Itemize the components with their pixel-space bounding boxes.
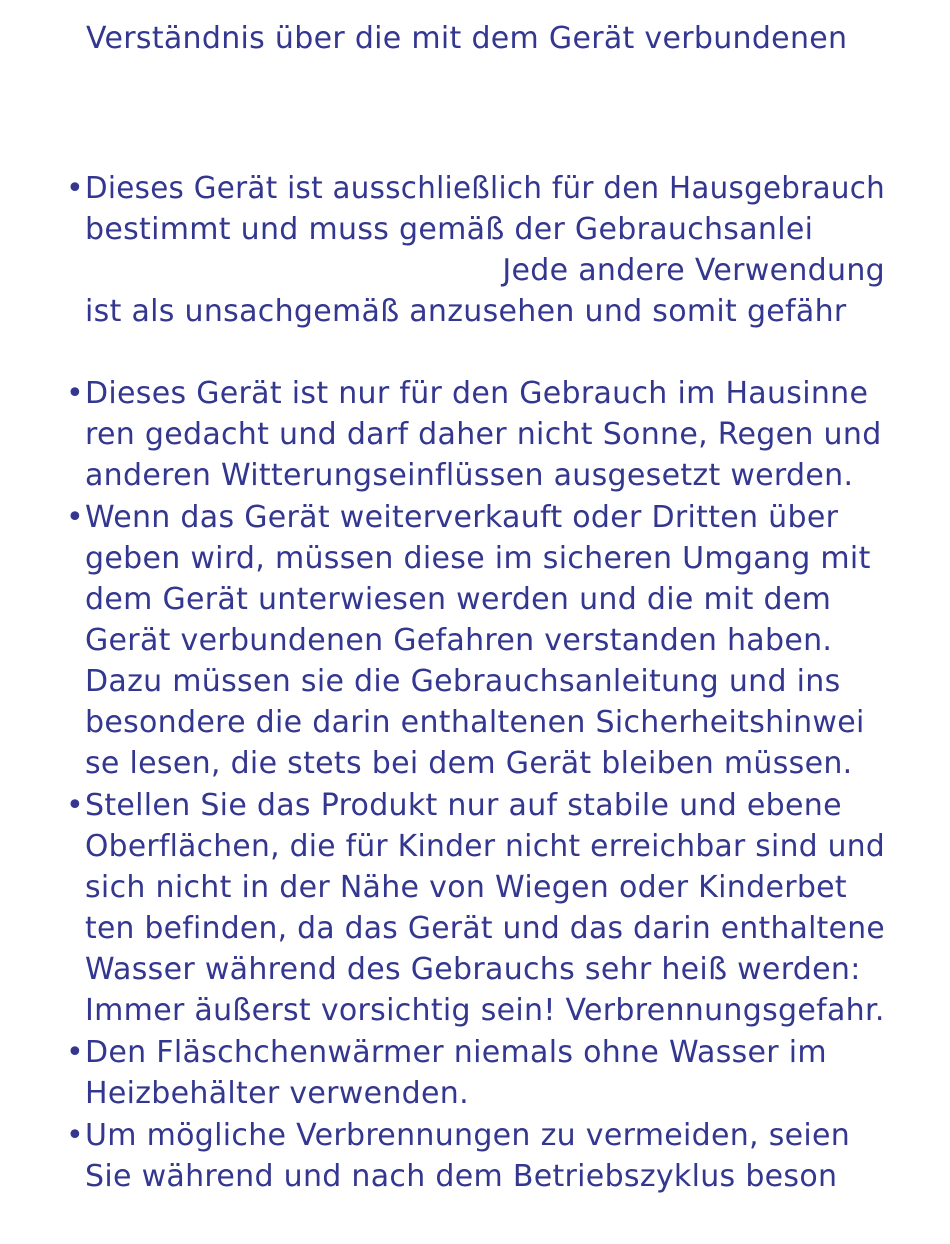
item-6-line-2: Sie während und nach dem Betriebszyklus beson [85, 1159, 838, 1194]
item-1-line-4: ist als unsachgemäß anzusehen und somit gefähr [85, 294, 847, 329]
item-1-line-2: bestimmt und muss gemäß der Gebrauchsanlei [85, 212, 814, 247]
item-5-line-1: Den Fläschchenwärmer niemals ohne Wasser im [85, 1035, 827, 1070]
item-4-line-1: Stellen Sie das Produkt nur auf stabile und ebene [85, 788, 842, 823]
item-4-line-4: ten befinden, da das Gerät und das darin enthaltene [85, 911, 885, 946]
bullet-5: • [66, 1035, 84, 1070]
item-3-line-4: Gerät verbundenen Gefahren verstanden haben. [85, 623, 833, 658]
item-2-line-2: ren gedacht und darf daher nicht Sonne, Regen und [85, 417, 882, 452]
bullet-4: • [66, 788, 84, 823]
item-3-line-2: geben wird, müssen diese im sicheren Umgang mit [85, 541, 871, 576]
bullet-1: • [66, 171, 84, 206]
bullet-2: • [66, 376, 84, 411]
item-2-line-3: anderen Witterungseinflüssen ausgesetzt werden. [85, 458, 854, 493]
bullet-3: • [66, 500, 84, 535]
item-3-line-7: se lesen, die stets bei dem Gerät bleiben müssen. [85, 746, 853, 781]
bullet-6: • [66, 1118, 84, 1153]
item-3-line-5: Dazu müssen sie die Gebrauchsanleitung und ins [85, 664, 841, 699]
item-4-line-5: Wasser während des Gebrauchs sehr heiß werden: [85, 952, 861, 987]
text-line-heading: Verständnis über die mit dem Gerät verbundenen [86, 21, 848, 56]
item-1-line-1: Dieses Gerät ist ausschließlich für den Hausgebrauch [85, 171, 886, 206]
item-2-line-1: Dieses Gerät ist nur für den Gebrauch im Hausinne [85, 376, 869, 411]
item-6-line-1: Um mögliche Verbrennungen zu vermeiden, seien [85, 1118, 851, 1153]
item-3-line-1: Wenn das Gerät weiterverkauft oder Dritten über [85, 500, 839, 535]
item-1-line-3: Jede andere Verwendung [502, 253, 885, 288]
item-4-line-2: Oberflächen, die für Kinder nicht erreichbar sind und [85, 829, 885, 864]
item-4-line-3: sich nicht in der Nähe von Wiegen oder Kinderbet [85, 870, 847, 905]
item-3-line-3: dem Gerät unterwiesen werden und die mit dem [85, 582, 832, 617]
item-3-line-6: besondere die darin enthaltenen Sicherheitshinwei [85, 705, 865, 740]
item-4-line-6: Immer äußerst vorsichtig sein! Verbrennungsgefahr. [85, 993, 885, 1028]
item-5-line-2: Heizbehälter verwenden. [85, 1076, 469, 1111]
